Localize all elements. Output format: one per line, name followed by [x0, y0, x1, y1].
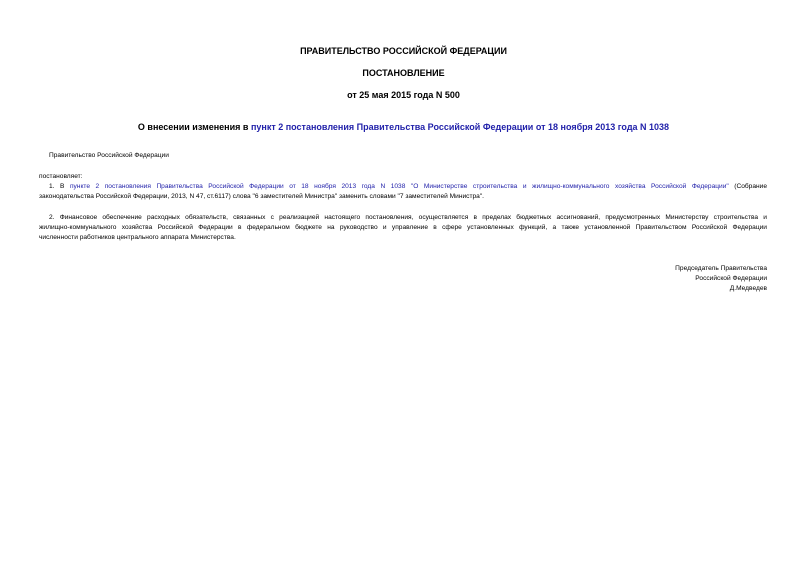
document-title-prefix: О внесении изменения в — [137, 122, 251, 132]
document-date-number: от 25 мая 2015 года N 500 — [347, 90, 460, 100]
document-type-heading: ПОСТАНОВЛЕНИЕ — [362, 68, 445, 78]
item-2-line-2: жилищно-коммунального хозяйства Российской Федерации в федеральном бюджете на руководство и управление в сфере установленных функций, а также установленной Правительством Российской Федерации — [39, 224, 767, 231]
intro-text: Правительство Российской Федерации — [49, 152, 169, 159]
item-1-prefix: 1. В — [49, 183, 70, 190]
document-title-link[interactable]: пункт 2 постановления Правительства Российской Федерации от 18 ноября 2013 года N 1038 — [250, 122, 670, 132]
document-title — [0, 122, 807, 133]
government-heading: ПРАВИТЕЛЬСТВО РОССИЙСКОЙ ФЕДЕРАЦИИ — [300, 46, 507, 56]
signature-position: Председатель Правительства — [675, 265, 767, 272]
item-1-line-1 — [39, 182, 767, 192]
item-1-paragraph — [39, 182, 767, 202]
item-2-paragraph — [39, 213, 767, 243]
signature-organization: Российской Федерации — [695, 275, 767, 282]
item-1-link-decree[interactable]: пункте 2 постановления Правительства Российской Федерации от 18 ноября 2013 года N 1038 — [69, 183, 406, 190]
item-2-line-3: численности работников центрального аппарата Министерства. — [39, 234, 236, 241]
item-1-link-ministry[interactable]: "О Министерстве строительства и жилищно-коммунального хозяйства Российской Федерации" — [410, 183, 729, 190]
item-1-suffix: (Собрание — [728, 183, 767, 190]
decree-word: постановляет: — [39, 173, 83, 180]
item-1-line-2: законодательства Российской Федерации, 2013, N 47, ст.6117) слова "6 заместителей Министра" заменить словами "7 заместителей Министра". — [39, 193, 484, 200]
item-2-line-1: 2. Финансовое обеспечение расходных обязательств, связанных с реализацией настоящего постановления, осуществляется в пределах бюджетных ассигнований, предусмотренных Министерству строительства и — [49, 214, 767, 221]
signature-name: Д.Медведев — [729, 285, 767, 292]
